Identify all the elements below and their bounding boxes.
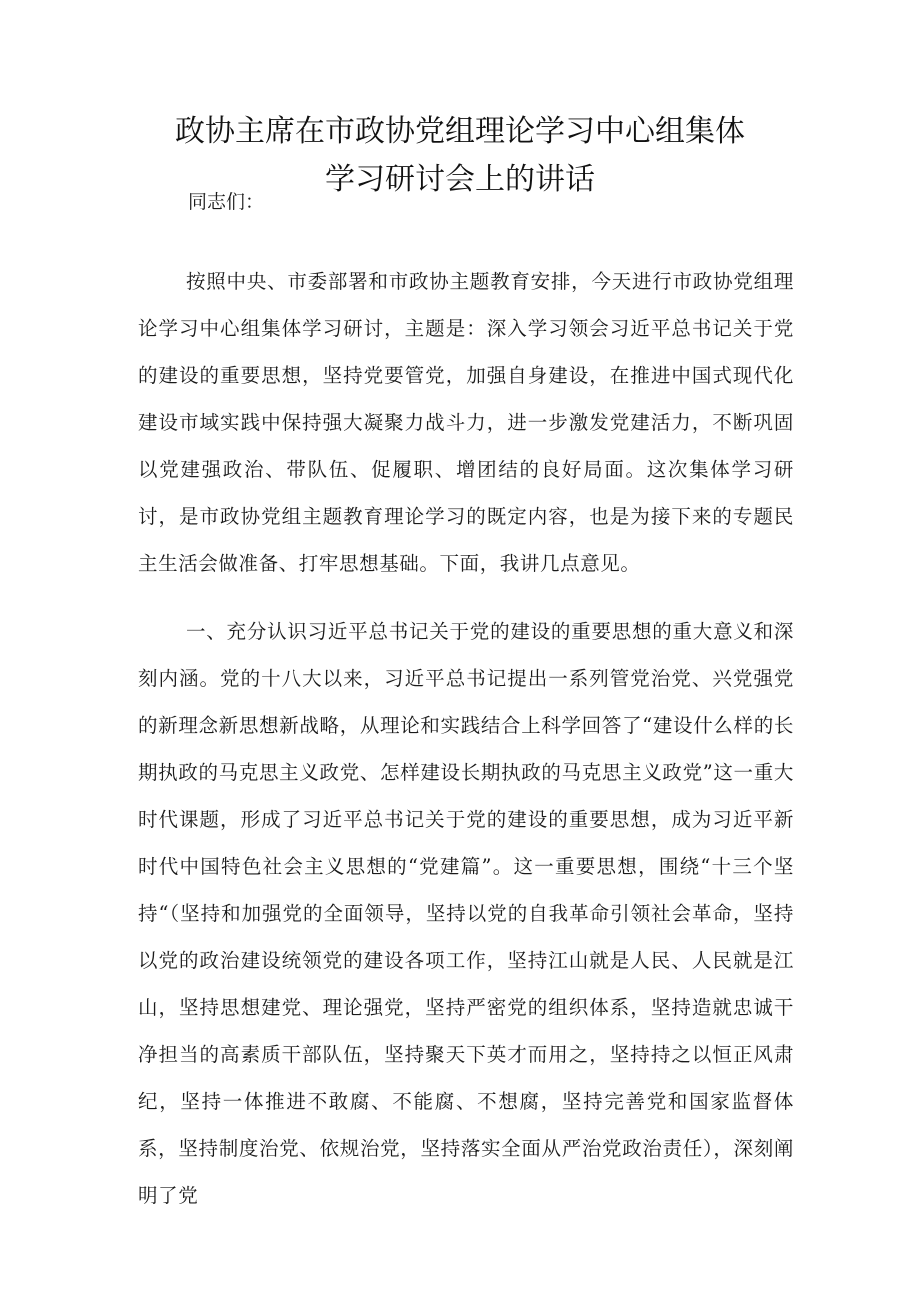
paragraph-section-one: 一、充分认识习近平总书记关于党的建设的重要思想的重大意义和深刻内涵。党的十八大以来，习近平总书记提出一系列管党治党、兴党强党的新理念新思想新战略，从理论和实践结合上科学回答了“建设什么样的长期执政的马克思主义政党、怎样建设长期执政的马克思主义政党”这一重大时代课题，形成了习近平总书记关于党的建设的重要思想，成为习近平新时代中国特色社会主义思想的“党建篇”。这一重要思想，围绕“十三个坚持“（坚持和加强党的全面领导，坚持以党的自我革命引领社会革命，坚持以党的政治建设统领党的建设各项工作，坚持江山就是人民、人民就是江山，坚持思想建党、理论强党，坚持严密党的组织体系，坚持造就忠诚干净担当的高素质干部队伍，坚持聚天下英才而用之，坚持持之以恒正风肃纪，坚持一体推进不敢腐、不能腐、不想腐，坚持完善党和国家监督体系，坚持制度治党、依规治党，坚持落实全面从严治党政治责任），深刻阐明了党 [138,620,794,1207]
paragraph-intro: 按照中央、市委部署和市政协主题教育安排，今天进行市政协党组理论学习中心组集体学习研讨，主题是：深入学习领会习近平总书记关于党的建设的重要思想，坚持党要管党，加强自身建设，在推进中国式现代化建设市域实践中保持强大凝聚力战斗力，进一步激发党建活力，不断巩固以党建强政治、带队伍、促履职、增团结的良好局面。这次集体学习研讨，是市政协党组主题教育理论学习的既定内容，也是为接下来的专题民主生活会做准备、打牢思想基础。下面，我讲几点意见。 [138,270,794,575]
document-title-line-2: 学习研讨会上的讲话 [325,162,595,197]
document-title-line-1: 政协主席在市政协党组理论学习中心组集体 [175,114,745,149]
salutation: 同志们： [188,191,265,213]
